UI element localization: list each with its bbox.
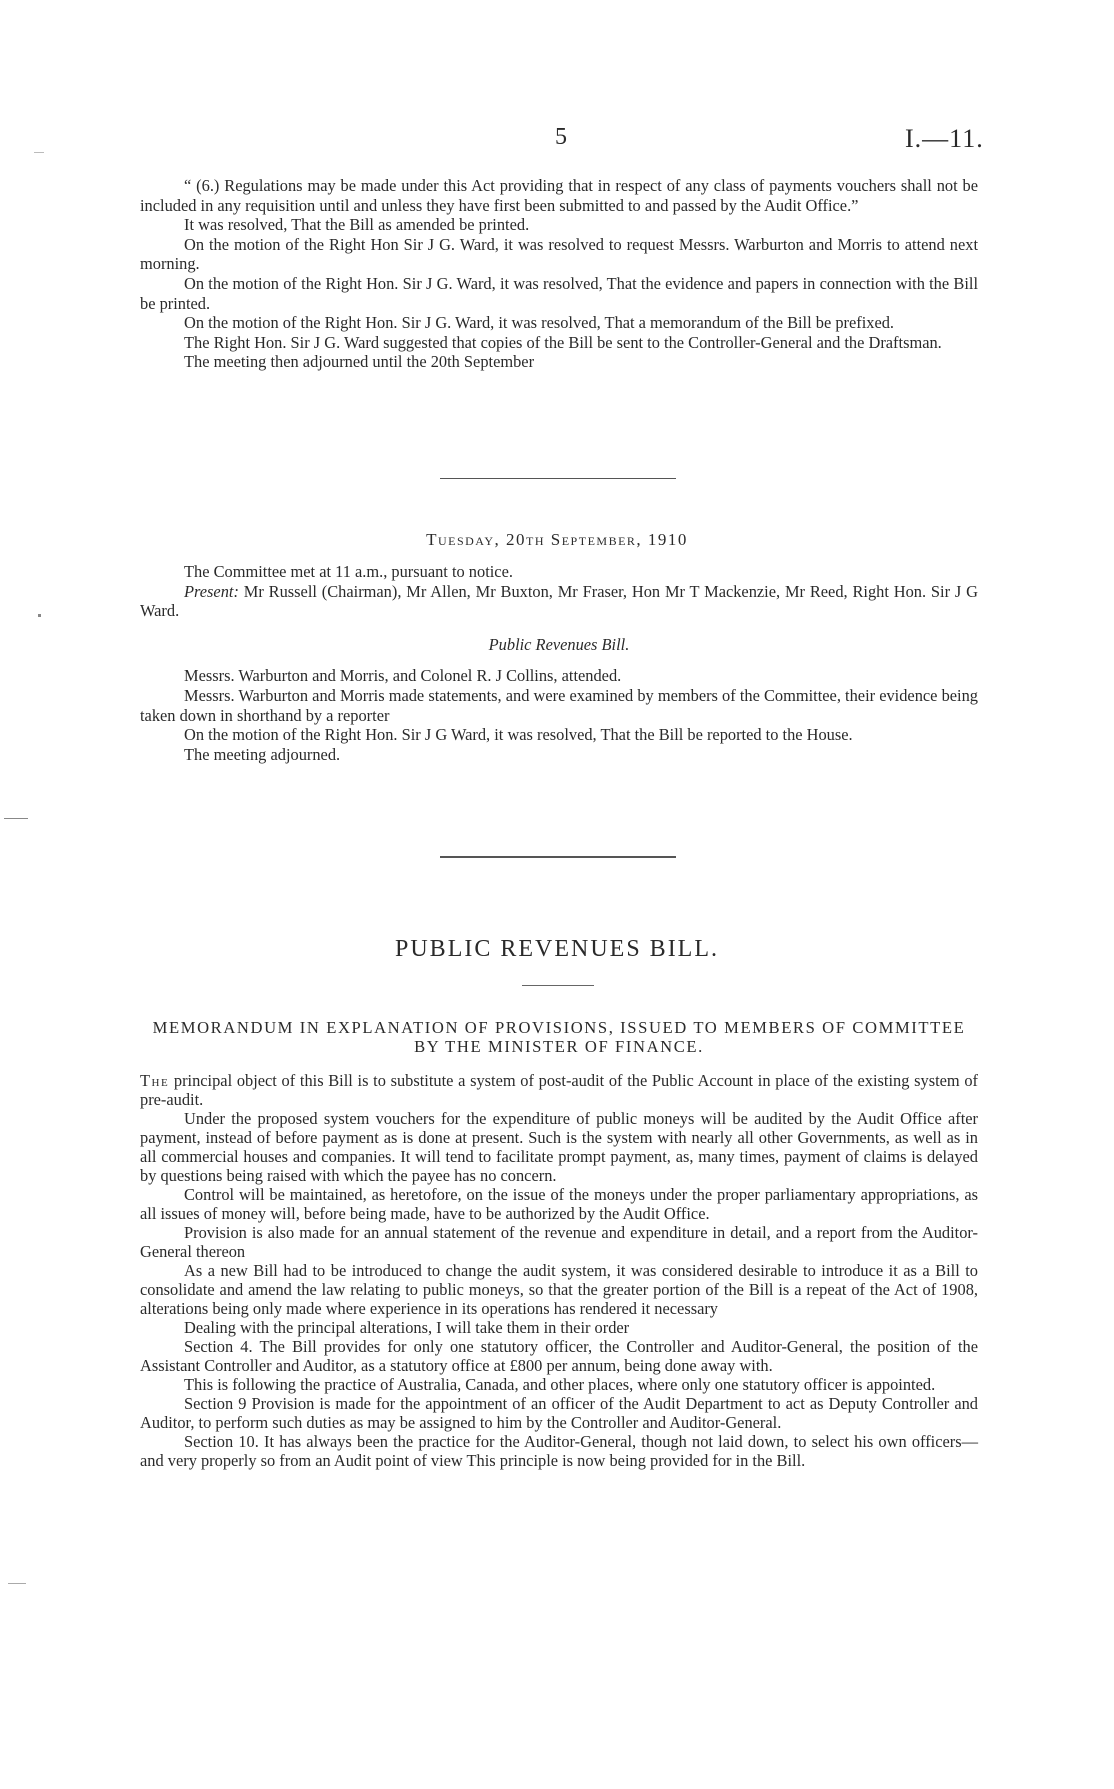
memorandum-paragraph: Control will be maintained, as heretofore, on the issue of the moneys under the proper parliamentary appropriations, as all issues of money will, before being made, have to be authorized by the Audit Office. bbox=[140, 1185, 978, 1223]
resolution-paragraph: It was resolved, That the Bill as amended be printed. bbox=[184, 215, 530, 235]
resolution-paragraph: The Right Hon. Sir J G. Ward suggested that copies of the Bill be sent to the Controller-General and the Draftsman. bbox=[184, 332, 942, 352]
memorandum-paragraph: This is following the practice of Australia, Canada, and other places, where only one statutory officer is appointed. bbox=[184, 1375, 936, 1394]
title-underline bbox=[522, 985, 594, 986]
meeting-paragraph: Messrs. Warburton and Morris, and Colonel R. J Collins, attended. bbox=[184, 666, 622, 686]
section-divider bbox=[440, 478, 676, 479]
meeting-paragraph: On the motion of the Right Hon. Sir J G Ward, it was resolved, That the Bill be reported to the House. bbox=[184, 725, 853, 745]
page-number: 5 bbox=[555, 124, 567, 150]
scan-speck bbox=[4, 818, 28, 819]
scan-speck bbox=[34, 152, 44, 153]
memorandum-body bbox=[140, 1071, 978, 1470]
meeting-minutes bbox=[140, 562, 978, 764]
parliamentary-paper-reference: I.—11. bbox=[905, 124, 984, 153]
opening-text: principal object of this Bill is to substitute a system of post-audit of the Public Account in place of the existing system of pre-audit. bbox=[140, 1071, 978, 1109]
memorandum-paragraph: Under the proposed system vouchers for the expenditure of public moneys will be audited by the Audit Office after payment, instead of before payment as is done at present. Such is the system with nearly all other Governments, as well as in all commercial houses and companies. It will tend to facilitate prompt payment, as, many times, payment of claims is delayed by questions being raised with which the payee has no concern. bbox=[140, 1109, 978, 1185]
meeting-paragraph: Messrs. Warburton and Morris made statements, and were examined by members of the Committee, their evidence being taken down in shorthand by a reporter bbox=[140, 685, 978, 725]
resolution-paragraph: On the motion of the Right Hon Sir J G. Ward, it was resolved to request Messrs. Warburton and Morris to attend next morning. bbox=[140, 234, 978, 274]
scan-speck bbox=[38, 614, 41, 617]
present-members: Mr Russell (Chairman), Mr Allen, Mr Buxton, Mr Fraser, Hon Mr T Mackenzie, Mr Reed, Right Hon. Sir J G Ward. bbox=[140, 581, 978, 621]
present-label: Present: bbox=[184, 581, 239, 601]
memorandum-paragraph: Dealing with the principal alterations, I will take them in their order bbox=[184, 1318, 630, 1337]
bill-title: PUBLIC REVENUES BILL. bbox=[395, 936, 719, 962]
memorandum-paragraph: Section 9 Provision is made for the appointment of an officer of the Audit Department to act as Deputy Controller and Auditor, to perform such duties as may be assigned to him by the Controller and Auditor-General. bbox=[140, 1394, 978, 1432]
memorandum-paragraph: As a new Bill had to be introduced to change the audit system, it was considered desirable to introduce it as a Bill to consolidate and amend the law relating to public moneys, so that the greater portion of the Bill is a repeat of the Act of 1908, alterations being only made where experience in its operations has rendered it necessary bbox=[140, 1261, 978, 1318]
memorandum-paragraph: Provision is also made for an annual statement of the revenue and expenditure in detail, and a report from the Auditor-General thereon bbox=[140, 1223, 978, 1261]
regulation-clause: “ (6.) Regulations may be made under this Act providing that in respect of any class of payments vouchers shall not be included in any requisition until and unless they have first been submitted to and passed by the Audit Office.” bbox=[140, 176, 978, 215]
section-divider-double bbox=[440, 856, 676, 860]
meeting-opening: The Committee met at 11 a.m., pursuant to notice. bbox=[184, 562, 513, 581]
memorandum-heading: MEMORANDUM IN EXPLANATION OF PROVISIONS, ISSUED TO MEMBERS OF COMMITTEE BY THE MINISTER OF FINANCE. bbox=[152, 1018, 966, 1056]
memorandum-opening bbox=[140, 1071, 978, 1109]
opening-word: The bbox=[140, 1071, 170, 1090]
resolution-paragraph: On the motion of the Right Hon. Sir J G. Ward, it was resolved, That a memorandum of the Bill be prefixed. bbox=[184, 313, 895, 333]
adjournment-paragraph: The meeting then adjourned until the 20th September bbox=[184, 352, 535, 372]
minutes-continuation bbox=[140, 176, 978, 372]
memorandum-paragraph: Section 4. The Bill provides for only one statutory officer, the Controller and Auditor-General, the position of the Assistant Controller and Auditor, as a statutory office at £800 per annum, being done away with. bbox=[140, 1337, 978, 1375]
scan-speck bbox=[8, 1583, 26, 1584]
meeting-subject: Public Revenues Bill. bbox=[488, 634, 630, 654]
memorandum-paragraph: Section 10. It has always been the practice for the Auditor-General, though not laid down, to select his own officers—and very properly so from an Audit point of view This principle is now being provided for in the Bill. bbox=[140, 1432, 978, 1470]
meeting-date-heading: Tuesday, 20th September, 1910 bbox=[426, 530, 688, 549]
resolution-paragraph: On the motion of the Right Hon. Sir J G. Ward, it was resolved, That the evidence and papers in connection with the Bill be printed. bbox=[140, 273, 978, 313]
attendance-paragraph bbox=[140, 582, 978, 621]
meeting-paragraph: The meeting adjourned. bbox=[184, 744, 341, 764]
